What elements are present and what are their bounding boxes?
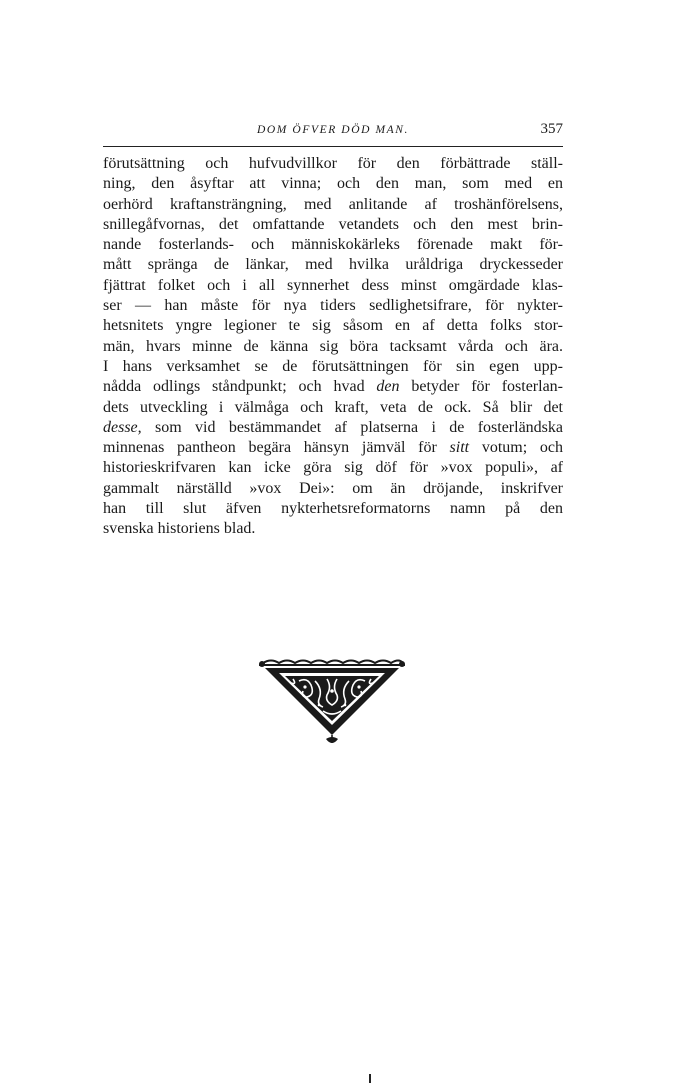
text-line: historieskrifvaren kan icke göra sig döf för »vox populi», af [103, 459, 563, 477]
text-line: snillegåfvornas, det omfattande vetandets och den mest brin- [103, 215, 563, 233]
text-line: svenska historiens blad. [103, 520, 256, 538]
text-line [103, 418, 563, 438]
text-line: ser — han måste för nya tiders sedlighetsifrare, för nykter- [103, 297, 563, 315]
running-header [103, 121, 563, 142]
text-line: män, hvars minne de känna sig böra tacksamt vårda och ära. [103, 337, 563, 355]
text-line [103, 438, 563, 458]
text-line: fjättrat folket och i all synnerhet dess minst omgärdade klas- [103, 276, 563, 294]
text-line: I hans verksamhet se de förutsättningen för sin egen upp- [103, 357, 563, 375]
text-segment: nådda odlings ståndpunkt; och hvad [103, 378, 377, 396]
text-line: dets utveckling i välmåga och kraft, veta de ock. Så blir det [103, 398, 563, 416]
text-line [103, 377, 563, 397]
text-segment: votum; och [469, 439, 563, 457]
text-line: mått spränga de länkar, med hvilka uråldriga dryckesseder [103, 256, 563, 274]
text-line: ning, den åsyftar att vinna; och den man, som med en [103, 175, 563, 193]
italic-word: den [376, 378, 400, 396]
text-line: oerhörd kraftansträngning, med anlitande af troshänförelsens, [103, 195, 563, 213]
page-number: 357 [540, 121, 563, 137]
italic-word: sitt [449, 439, 470, 457]
body-paragraph [103, 154, 563, 540]
running-header-title: DOM ÖFVER DÖD MAN. [256, 124, 410, 136]
header-rule [103, 146, 563, 147]
italic-word: desse, [103, 418, 142, 436]
text-line: förutsättning och hufvudvillkor för den förbättrade ställ- [103, 155, 563, 172]
text-segment: betyder för fosterlan- [399, 378, 563, 396]
text-segment: som vid bestämmandet af platserna i de fosterländska [141, 418, 563, 436]
text-segment: minnenas pantheon begära hänsyn jämväl för [103, 439, 450, 457]
text-line: han till slut äfven nykterhetsreformatorns namn på den [103, 500, 563, 518]
print-speck [369, 1074, 371, 1083]
text-line: gammalt närställd »vox Dei»: om än dröjande, inskrifver [103, 479, 563, 497]
triangular-tailpiece-ornament-icon [257, 655, 407, 747]
text-line: nande fosterlands- och människokärleks förenade makt för- [103, 236, 563, 254]
text-line: hetsnitets yngre legioner te sig såsom en af detta folks stor- [103, 317, 563, 335]
